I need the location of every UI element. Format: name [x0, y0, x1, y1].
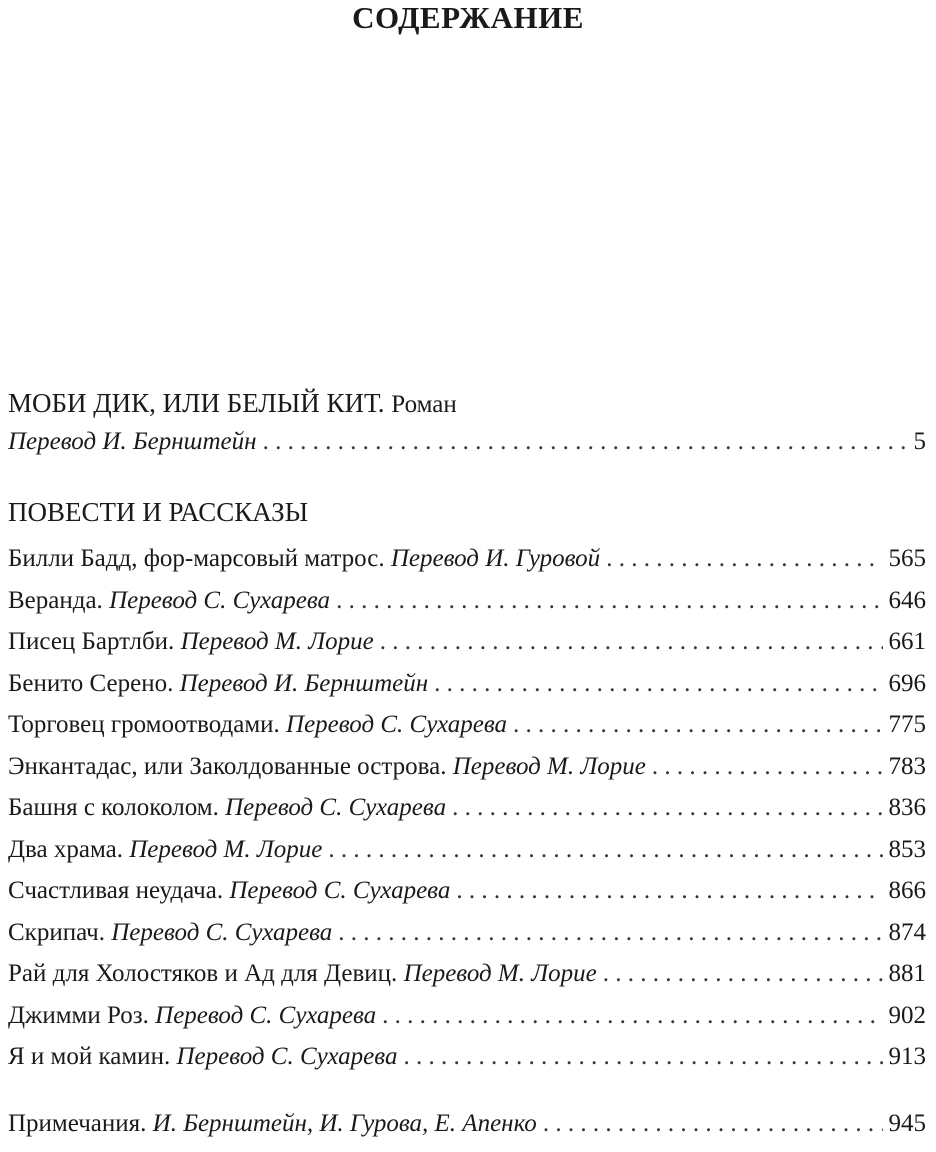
entry-authors: И. Бернштейн, И. Гурова, Е. Апенко [152, 1110, 537, 1137]
toc-entry[interactable] [8, 995, 926, 1037]
entry-title: Башня с колоколом. [8, 794, 219, 821]
entry-page-number: 902 [888, 1001, 926, 1029]
dot-leader [452, 787, 882, 829]
dot-leader [382, 995, 882, 1037]
entry-page-number: 565 [888, 545, 926, 572]
dot-leader [652, 746, 883, 788]
entry-translator: Перевод С. Сухарева [225, 794, 447, 821]
moby-dick-entry[interactable] [8, 423, 926, 461]
dot-leader [606, 538, 882, 580]
entry-translator: Перевод С. Сухарева [109, 586, 331, 614]
entry-translator: Перевод М. Лорие [403, 960, 597, 987]
moby-dick-section [8, 385, 926, 461]
toc-entry[interactable] [8, 538, 926, 580]
entry-translator: Перевод С. Сухарева [111, 918, 333, 946]
entry-translator: Перевод И. Бернштейн [179, 669, 429, 697]
toc-entry[interactable] [8, 953, 926, 995]
toc-entry[interactable] [8, 870, 926, 912]
notes-entry[interactable] [8, 1103, 926, 1145]
stories-heading: ПОВЕСТИ И РАССКАЗЫ [8, 497, 309, 527]
entry-title: Джимми Роз. [8, 1001, 149, 1029]
stories-section [8, 494, 926, 1078]
dot-leader [263, 423, 908, 461]
entry-title: Скрипач. [8, 918, 105, 946]
entry-title: Два храма. [8, 835, 123, 863]
entry-page-number: 836 [888, 794, 926, 821]
entry-translator: Перевод С. Сухарева [176, 1043, 398, 1070]
dot-leader [513, 704, 882, 746]
entry-translator: Перевод И. Бернштейн [8, 428, 257, 455]
entry-page-number: 853 [888, 835, 926, 863]
entry-page-number: 696 [888, 669, 926, 697]
notes-section [8, 1103, 926, 1145]
entry-title: Бенито Серено. [8, 669, 174, 697]
toc-entry[interactable] [8, 580, 926, 622]
entry-translator: Перевод С. Сухарева [229, 877, 451, 904]
entry-translator: Перевод М. Лорие [452, 752, 646, 780]
entry-title: Торговец громоотводами. [8, 711, 280, 738]
dot-leader [336, 580, 882, 622]
entry-translator: Перевод И. Гуровой [390, 545, 601, 572]
entry-title: Примечания. [8, 1110, 147, 1137]
dot-leader [456, 870, 882, 912]
entry-translator: Перевод С. Сухарева [155, 1001, 377, 1029]
entry-page-number: 945 [888, 1110, 926, 1137]
moby-dick-genre: Роман [391, 391, 457, 418]
entry-translator: Перевод М. Лорие [180, 628, 374, 655]
entry-page-number: 866 [888, 877, 926, 904]
entry-translator: Перевод М. Лорие [129, 835, 323, 863]
moby-dick-title: МОБИ ДИК, ИЛИ БЕЛЫЙ КИТ. [8, 388, 385, 418]
entry-title: Рай для Холостяков и Ад для Девиц. [8, 960, 398, 987]
entry-page-number: 646 [888, 586, 926, 614]
dot-leader [543, 1103, 883, 1145]
dot-leader [603, 953, 883, 995]
entry-page-number: 913 [888, 1043, 926, 1070]
dot-leader [434, 663, 882, 705]
toc-entry[interactable] [8, 663, 926, 705]
page-title: СОДЕРЖАНИЕ [352, 0, 584, 35]
dot-leader [338, 912, 882, 954]
entry-title: Счастливая неудача. [8, 877, 224, 904]
entry-page-number: 5 [913, 428, 926, 455]
toc-entry[interactable] [8, 621, 926, 663]
entry-title: Энкантадас, или Заколдованные острова. [8, 752, 447, 780]
toc-entry[interactable] [8, 746, 926, 788]
entry-title: Билли Бадд, фор-марсовый матрос. [8, 545, 385, 572]
dot-leader [403, 1036, 882, 1078]
toc-entry[interactable] [8, 704, 926, 746]
moby-dick-heading [8, 385, 926, 423]
entry-page-number: 775 [888, 711, 926, 738]
dot-leader [328, 829, 882, 871]
entry-title: Писец Бартлби. [8, 628, 175, 655]
entry-page-number: 874 [888, 918, 926, 946]
entry-page-number: 783 [888, 752, 926, 780]
dot-leader [380, 621, 883, 663]
toc-entry[interactable] [8, 1036, 926, 1078]
entry-title: Я и мой камин. [8, 1043, 171, 1070]
entry-page-number: 661 [888, 628, 926, 655]
toc-entry[interactable] [8, 787, 926, 829]
toc-entry[interactable] [8, 829, 926, 871]
entry-translator: Перевод С. Сухарева [286, 711, 508, 738]
entry-page-number: 881 [888, 960, 926, 987]
stories-list [8, 538, 926, 1078]
toc-entry[interactable] [8, 912, 926, 954]
entry-title: Веранда. [8, 586, 103, 614]
